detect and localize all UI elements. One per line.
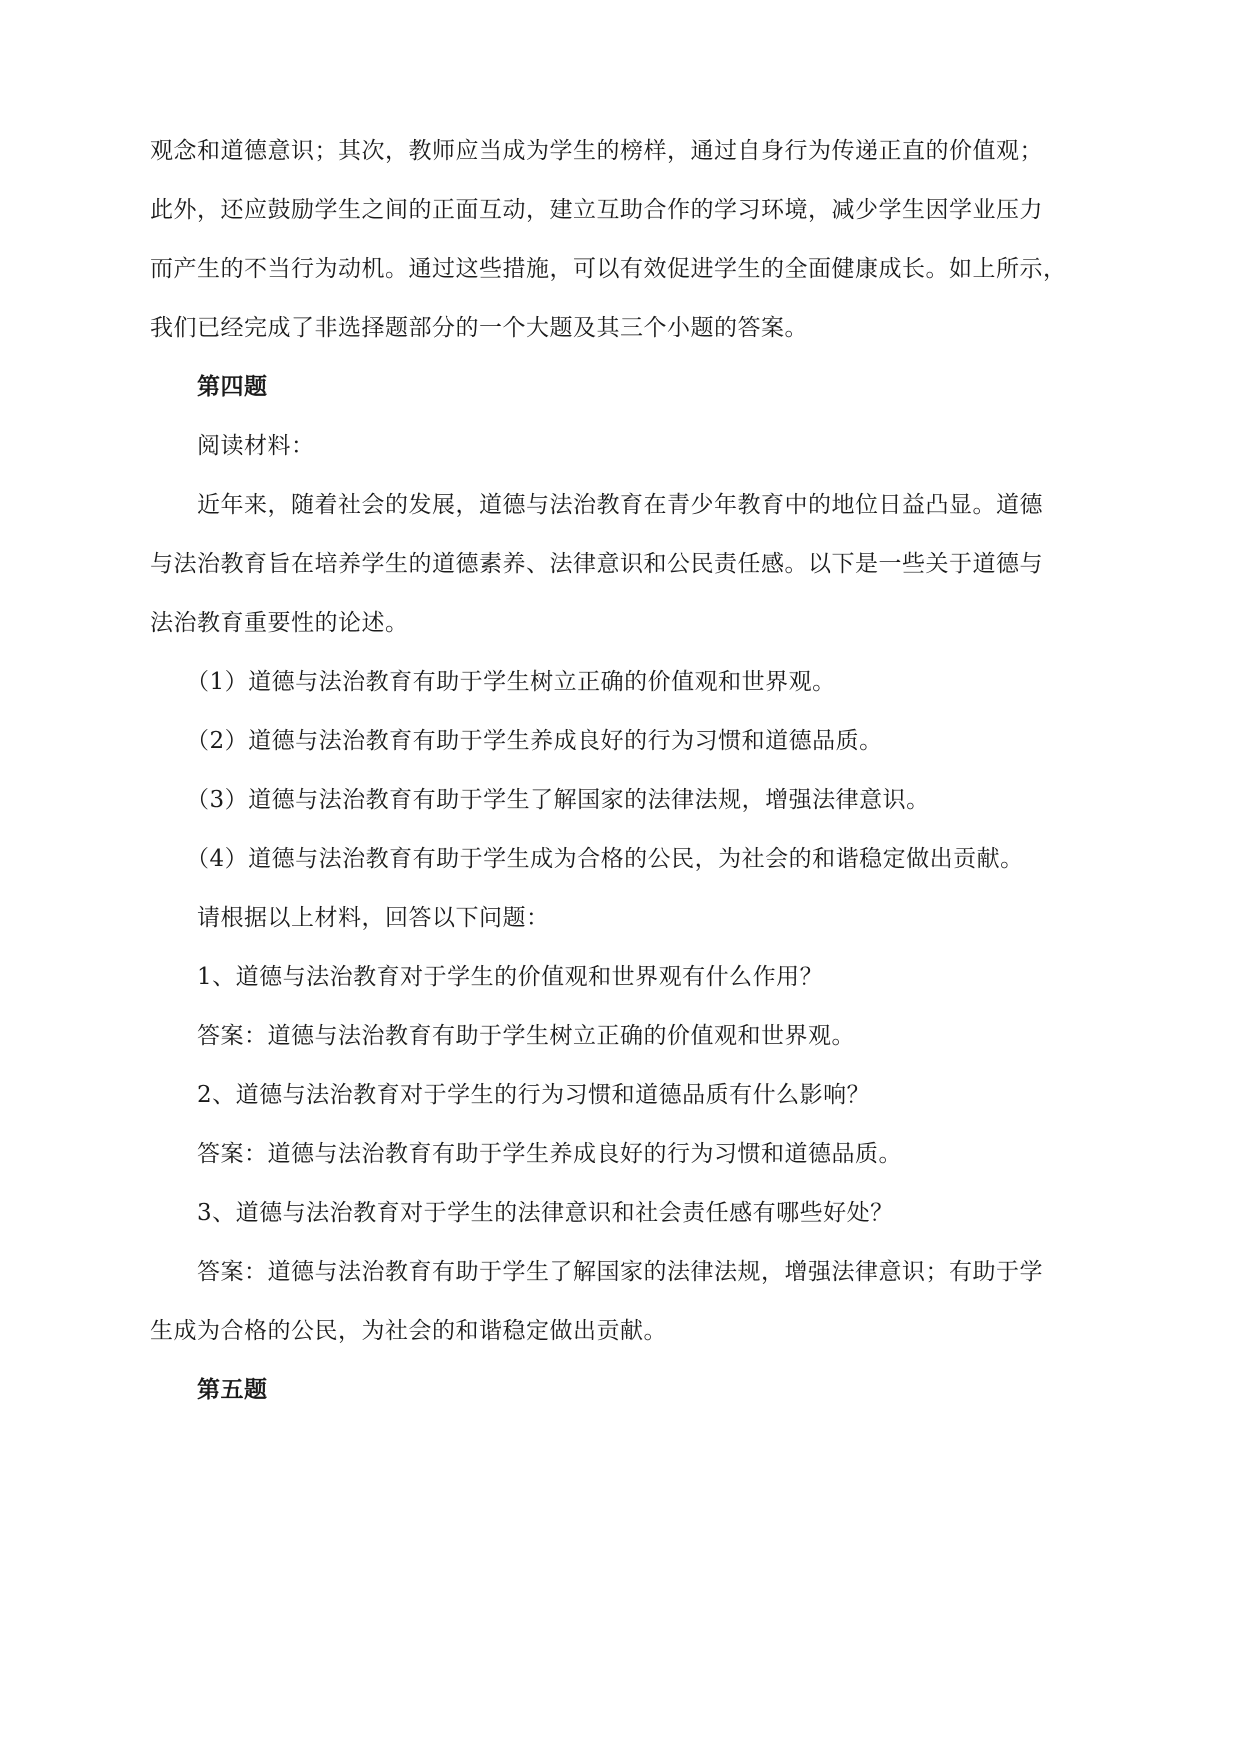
point-2: （2）道德与法治教育有助于学生养成良好的行为习惯和道德品质。 xyxy=(186,728,883,754)
sub-question-2: 2、道德与法治教育对于学生的行为习惯和道德品质有什么影响？ xyxy=(197,1082,871,1108)
question-4-heading: 第四题 xyxy=(197,373,268,400)
intro-line-3: 法治教育重要性的论述。 xyxy=(150,610,409,636)
point-1: （1）道德与法治教育有助于学生树立正确的价值观和世界观。 xyxy=(186,669,836,695)
point-4: （4）道德与法治教育有助于学生成为合格的公民，为社会的和谐稳定做出贡献。 xyxy=(186,846,1024,872)
answer-3-line-1: 答案：道德与法治教育有助于学生了解国家的法律法规，增强法律意识；有助于学 xyxy=(197,1259,1043,1285)
continuation-line-1: 观念和道德意识；其次，教师应当成为学生的榜样，通过自身行为传递正直的价值观； xyxy=(150,138,1043,164)
answer-1: 答案：道德与法治教育有助于学生树立正确的价值观和世界观。 xyxy=(197,1023,855,1049)
point-3: （3）道德与法治教育有助于学生了解国家的法律法规，增强法律意识。 xyxy=(186,787,930,813)
question-5-heading: 第五题 xyxy=(197,1376,268,1403)
intro-line-1: 近年来，随着社会的发展，道德与法治教育在青少年教育中的地位日益凸显。道德 xyxy=(197,492,1043,518)
continuation-line-3: 而产生的不当行为动机。通过这些措施，可以有效促进学生的全面健康成长。如上所示， xyxy=(150,256,1067,282)
answer-2: 答案：道德与法治教育有助于学生养成良好的行为习惯和道德品质。 xyxy=(197,1141,902,1167)
continuation-line-4: 我们已经完成了非选择题部分的一个大题及其三个小题的答案。 xyxy=(150,315,808,341)
sub-question-1: 1、道德与法治教育对于学生的价值观和世界观有什么作用？ xyxy=(197,964,824,990)
sub-question-3: 3、道德与法治教育对于学生的法律意识和社会责任感有哪些好处？ xyxy=(197,1200,894,1226)
question-prompt: 请根据以上材料，回答以下问题： xyxy=(197,905,550,931)
intro-line-2: 与法治教育旨在培养学生的道德素养、法律意识和公民责任感。以下是一些关于道德与 xyxy=(150,551,1043,577)
answer-3-line-2: 生成为合格的公民，为社会的和谐稳定做出贡献。 xyxy=(150,1318,667,1344)
read-material-label: 阅读材料： xyxy=(197,433,315,459)
continuation-line-2: 此外，还应鼓励学生之间的正面互动，建立互助合作的学习环境，减少学生因学业压力 xyxy=(150,197,1043,223)
